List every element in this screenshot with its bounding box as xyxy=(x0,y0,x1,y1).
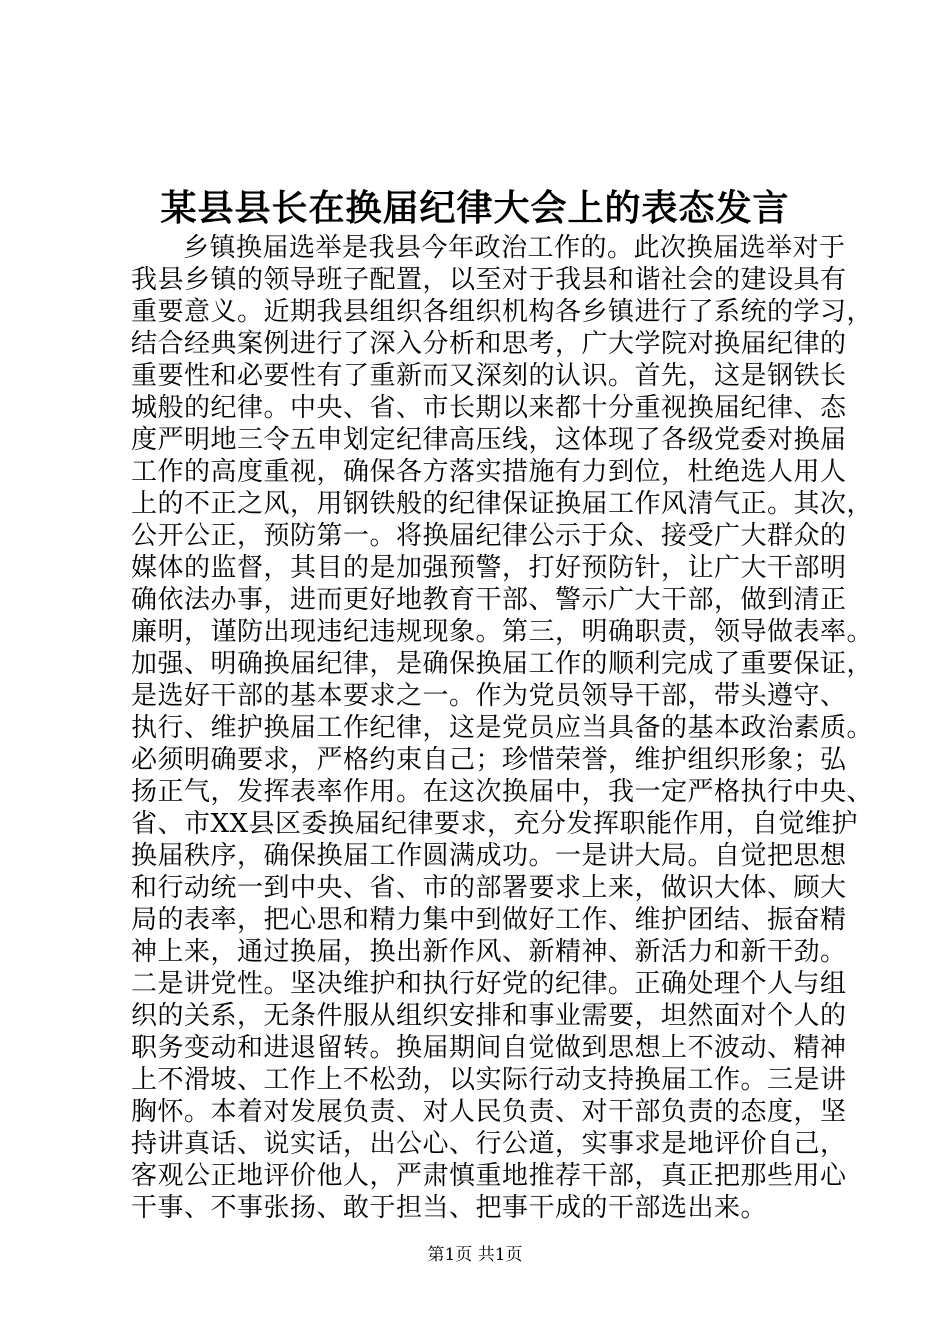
body-line: 媒体的监督，其目的是加强预警，打好预防针，让广大干部明 xyxy=(131,553,847,583)
body-line: 我县乡镇的领导班子配置，以至对于我县和谐社会的建设具有 xyxy=(131,265,847,295)
body-line: 和行动统一到中央、省、市的部署要求上来，做识大体、顾大 xyxy=(131,873,847,903)
body-line: 职务变动和进退留转。换届期间自觉做到思想上不波动、精神 xyxy=(131,1033,847,1063)
body-line: 局的表率，把心思和精力集中到做好工作、维护团结、振奋精 xyxy=(131,905,847,935)
body-line: 确依法办事，进而更好地教育干部、警示广大干部，做到清正 xyxy=(131,585,847,615)
body-line: 加强、明确换届纪律，是确保换届工作的顺利完成了重要保证， xyxy=(131,649,874,679)
body-line: 换届秩序，确保换届工作圆满成功。一是讲大局。自觉把思想 xyxy=(131,841,847,871)
body-line: 重要意义。近期我县组织各组织机构各乡镇进行了系统的学习， xyxy=(131,297,874,327)
body-line: 公开公正，预防第一。将换届纪律公示于众、接受广大群众的 xyxy=(131,521,847,551)
body-line: 结合经典案例进行了深入分析和思考，广大学院对换届纪律的 xyxy=(131,329,847,359)
body-line: 城般的纪律。中央、省、市长期以来都十分重视换届纪律、态 xyxy=(131,393,847,423)
body-line: 上的不正之风，用钢铁般的纪律保证换届工作风清气正。其次， xyxy=(131,489,874,519)
body-line: 二是讲党性。坚决维护和执行好党的纪律。正确处理个人与组 xyxy=(131,969,847,999)
body-line: 工作的高度重视，确保各方落实措施有力到位，杜绝选人用人 xyxy=(131,457,847,487)
body-line: 必须明确要求，严格约束自己；珍惜荣誉，维护组织形象；弘 xyxy=(131,745,847,775)
body-line: 廉明，谨防出现违纪违规现象。第三，明确职责，领导做表率。 xyxy=(131,617,874,647)
page-footer: 第1页 共1页 xyxy=(427,1245,523,1265)
body-line: 是选好干部的基本要求之一。作为党员领导干部，带头遵守、 xyxy=(131,681,847,711)
body-line: 执行、维护换届工作纪律，这是党员应当具备的基本政治素质。 xyxy=(131,713,874,743)
document-title: 某县县长在换届纪律大会上的表态发言 xyxy=(160,187,790,229)
body-line: 织的关系，无条件服从组织安排和事业需要，坦然面对个人的 xyxy=(131,1001,847,1031)
body-line: 持讲真话、说实话，出公心、行公道，实事求是地评价自己， xyxy=(131,1129,847,1159)
body-line: 干事、不事张扬、敢于担当、把事干成的干部选出来。 xyxy=(131,1193,768,1223)
body-line: 扬正气，发挥表率作用。在这次换届中，我一定严格执行中央、 xyxy=(131,777,874,807)
body-line: 省、市XX县区委换届纪律要求，充分发挥职能作用，自觉维护 xyxy=(131,809,859,839)
body-line: 上不滑坡、工作上不松劲，以实际行动支持换届工作。三是讲 xyxy=(131,1065,847,1095)
document-body xyxy=(131,232,874,1224)
body-line: 神上来，通过换届，换出新作风、新精神、新活力和新干劲。 xyxy=(131,937,847,967)
body-line: 度严明地三令五申划定纪律高压线，这体现了各级党委对换届 xyxy=(131,425,847,455)
body-line: 重要性和必要性有了重新而又深刻的认识。首先，这是钢铁长 xyxy=(131,361,847,391)
body-line: 乡镇换届选举是我县今年政治工作的。此次换届选举对于 xyxy=(183,233,846,263)
body-line: 胸怀。本着对发展负责、对人民负责、对干部负责的态度，坚 xyxy=(131,1097,847,1127)
body-line: 客观公正地评价他人，严肃慎重地推荐干部，真正把那些用心 xyxy=(131,1161,847,1191)
